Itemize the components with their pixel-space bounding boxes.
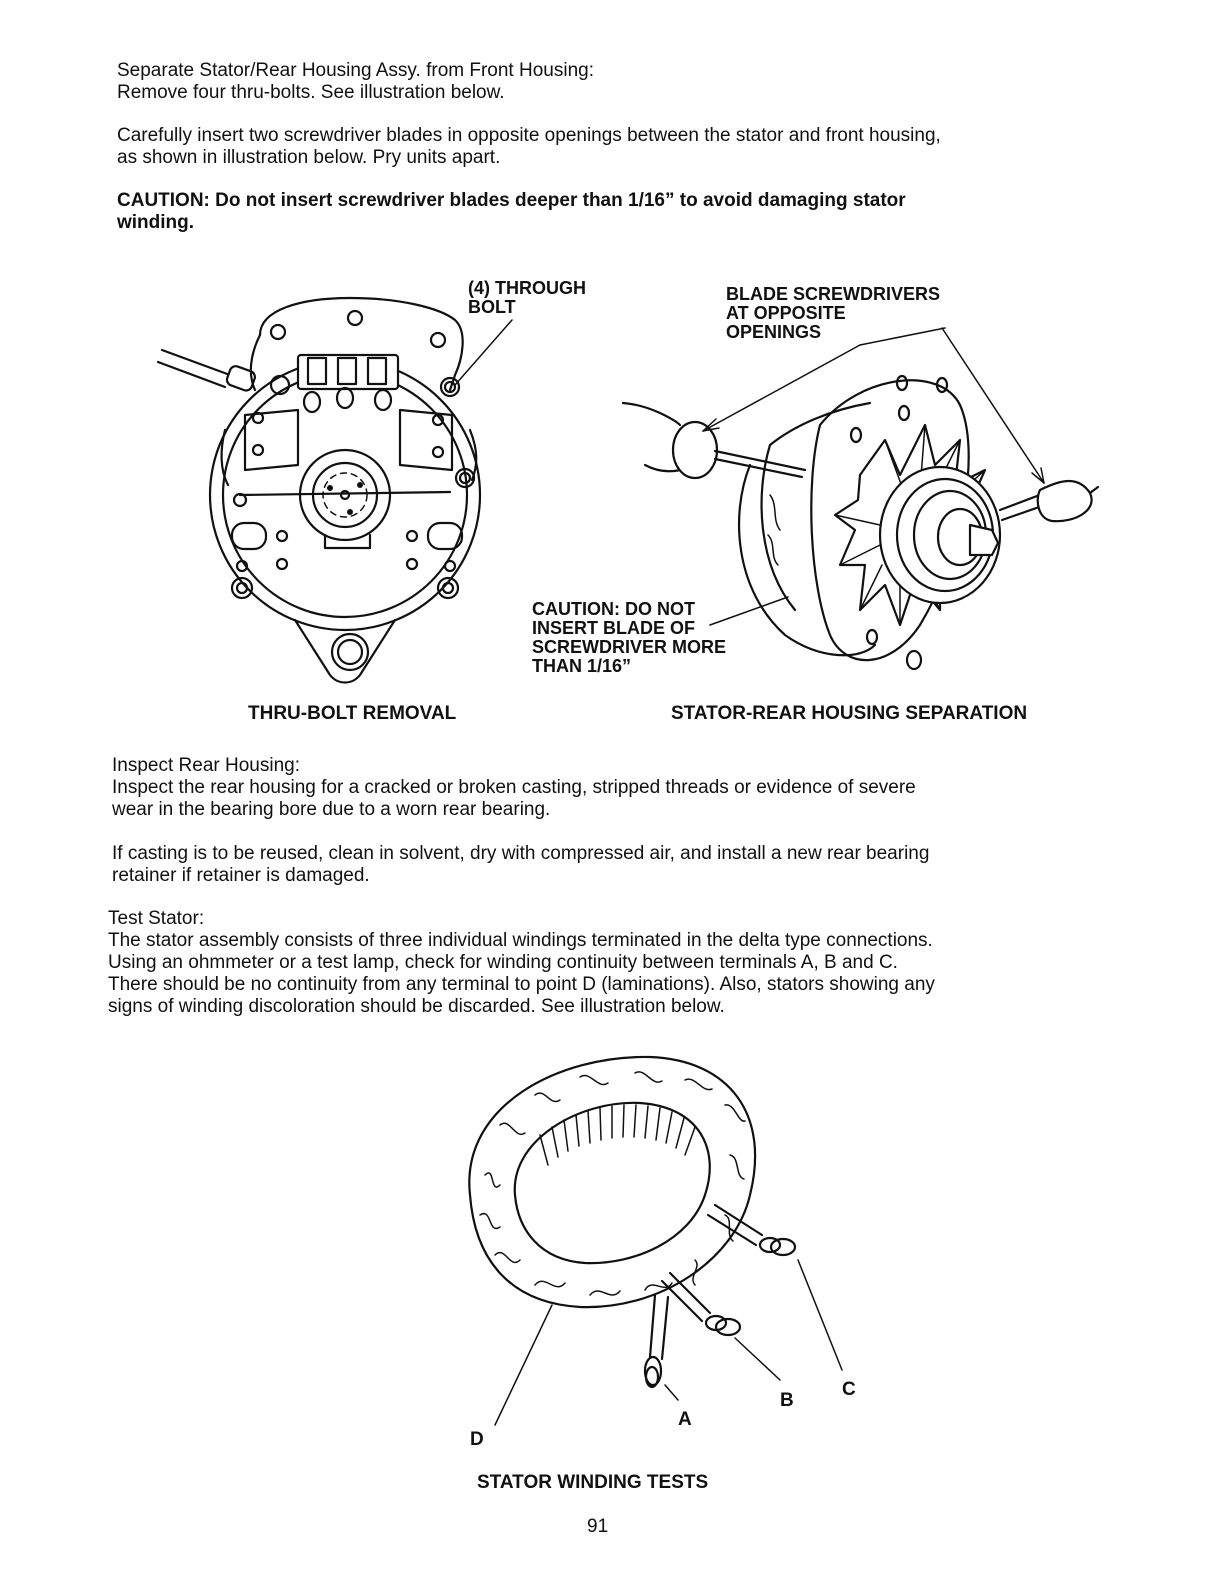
point-d-label: D — [470, 1429, 484, 1450]
caution-note: CAUTION: Do not insert screwdriver blades deeper than 1/16” to avoid damaging stator winding. — [117, 190, 906, 233]
separate-paragraph: Carefully insert two screwdriver blades in opposite openings between the stator and front housing, as shown in illustration below. Pry units apart. — [117, 125, 941, 168]
separate-instruction: Remove four thru-bolts. See illustration below. — [117, 82, 505, 103]
inspect-heading: Inspect Rear Housing: — [112, 755, 300, 776]
caution-callout: CAUTION: DO NOT INSERT BLADE OF SCREWDRIVER MORE THAN 1/16” — [532, 599, 727, 676]
inspect-paragraph-2: If casting is to be reused, clean in solvent, dry with compressed air, and install a new rear bearing retainer if retainer is damaged. — [112, 843, 930, 886]
separation-caption: STATOR-REAR HOUSING SEPARATION — [671, 703, 1028, 724]
thru-bolt-removal-illustration — [150, 280, 510, 690]
through-bolt-callout: (4) THROUGH BOLT — [468, 278, 586, 317]
stator-winding-illustration — [440, 1045, 800, 1445]
stator-caption: STATOR WINDING TESTS — [477, 1472, 709, 1493]
thru-bolt-caption: THRU-BOLT REMOVAL — [248, 703, 457, 724]
page-number: 91 — [587, 1516, 609, 1537]
blade-screwdrivers-callout: BLADE SCREWDRIVERS AT OPPOSITE OPENINGS — [726, 284, 941, 342]
test-heading: Test Stator: — [108, 908, 205, 929]
terminal-c-label: C — [842, 1379, 856, 1400]
inspect-paragraph-1: Inspect the rear housing for a cracked or broken casting, stripped threads or evidence of severe wear in the bearing bore due to a worn rear bearing. — [112, 777, 916, 820]
test-paragraph: The stator assembly consists of three individual windings terminated in the delta type connections. Using an ohmmeter or a test lamp, check for winding continuity between terminals A, B and C. There should be no continuity from any terminal to point D (laminations). Also, stators showing any signs of winding discoloration should be discarded. See illustration below. — [108, 930, 935, 1017]
terminal-a-label: A — [678, 1409, 692, 1430]
terminal-b-label: B — [780, 1390, 794, 1411]
separate-heading: Separate Stator/Rear Housing Assy. from Front Housing: — [117, 60, 594, 81]
